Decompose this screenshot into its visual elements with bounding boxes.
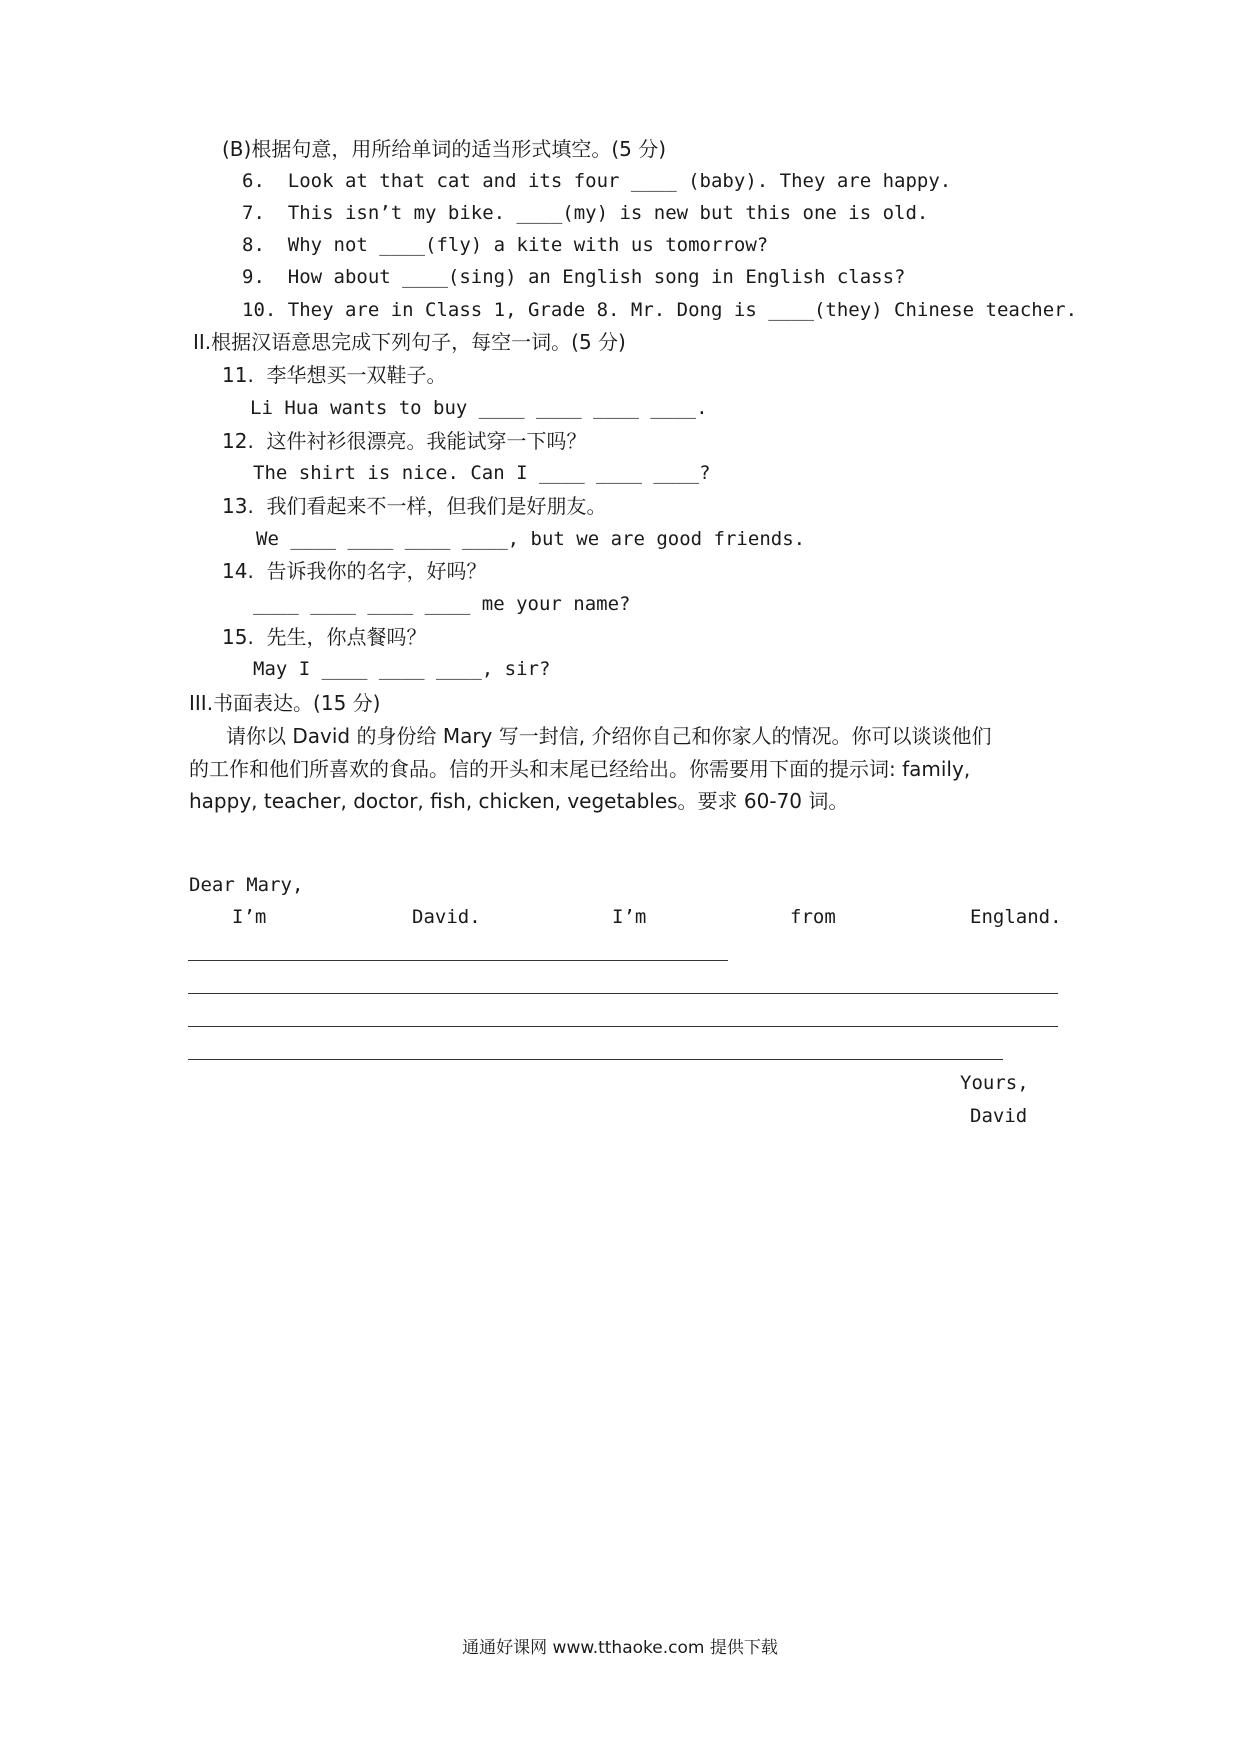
writing-line xyxy=(188,993,1058,994)
letter-word: David. xyxy=(412,906,481,928)
page-footer: 通通好课网 www.tthaoke.com 提供下载 xyxy=(462,1638,778,1658)
writing-prompt-line-2: 的工作和他们所喜欢的食品。信的开头和末尾已经给出。你需要用下面的提示词: family, xyxy=(189,757,971,781)
question-15-cn: 15. 先生，你点餐吗？ xyxy=(222,625,427,649)
letter-greeting: Dear Mary, xyxy=(189,874,304,896)
letter-word: I’m xyxy=(612,906,647,928)
letter-signature: David xyxy=(970,1105,1028,1127)
question-13-cn: 13. 我们看起来不一样，但我们是好朋友。 xyxy=(222,494,607,518)
question-14-cn: 14. 告诉我你的名字，好吗？ xyxy=(222,559,487,583)
writing-prompt-line-3: happy, teacher, doctor, fish, chicken, vegetables。要求 60-70 词。 xyxy=(189,789,849,813)
question-10: 10. They are in Class 1, Grade 8. Mr. Dong is ____(they) Chinese teacher. xyxy=(242,299,1078,321)
question-6: 6. Look at that cat and its four ____ (baby). They are happy. xyxy=(242,170,952,192)
writing-line xyxy=(188,1059,1003,1060)
question-13-en: We ____ ____ ____ ____, but we are good friends. xyxy=(256,528,806,550)
question-8: 8. Why not ____(fly) a kite with us tomorrow? xyxy=(242,234,769,256)
section-b-heading: (B)根据句意，用所给单词的适当形式填空。(5 分) xyxy=(222,137,667,161)
writing-line xyxy=(188,1026,1058,1027)
letter-word: from xyxy=(790,906,836,928)
letter-closing: Yours, xyxy=(960,1072,1029,1094)
question-9: 9. How about ____(sing) an English song in English class? xyxy=(242,266,906,288)
question-12-en: The shirt is nice. Can I ____ ____ ____? xyxy=(253,462,711,484)
section-3-heading: III.书面表达。(15 分) xyxy=(189,691,381,715)
question-12-cn: 12. 这件衬衫很漂亮。我能试穿一下吗？ xyxy=(222,429,587,453)
question-14-en: ____ ____ ____ ____ me your name? xyxy=(253,593,631,615)
section-2-heading: II.根据汉语意思完成下列句子，每空一词。(5 分) xyxy=(193,330,626,354)
question-11-en: Li Hua wants to buy ____ ____ ____ ____. xyxy=(250,397,708,419)
letter-word: England. xyxy=(970,906,1062,928)
writing-prompt-line-1: 请你以 David 的身份给 Mary 写一封信, 介绍你自己和你家人的情况。你可以谈谈他们 xyxy=(226,724,992,748)
question-11-cn: 11. 李华想买一双鞋子。 xyxy=(222,363,447,387)
writing-line xyxy=(188,960,728,961)
question-7: 7. This isn’t my bike. ____(my) is new but this one is old. xyxy=(242,202,929,224)
letter-word: I’m xyxy=(232,906,267,928)
question-15-en: May I ____ ____ ____, sir? xyxy=(253,658,551,680)
